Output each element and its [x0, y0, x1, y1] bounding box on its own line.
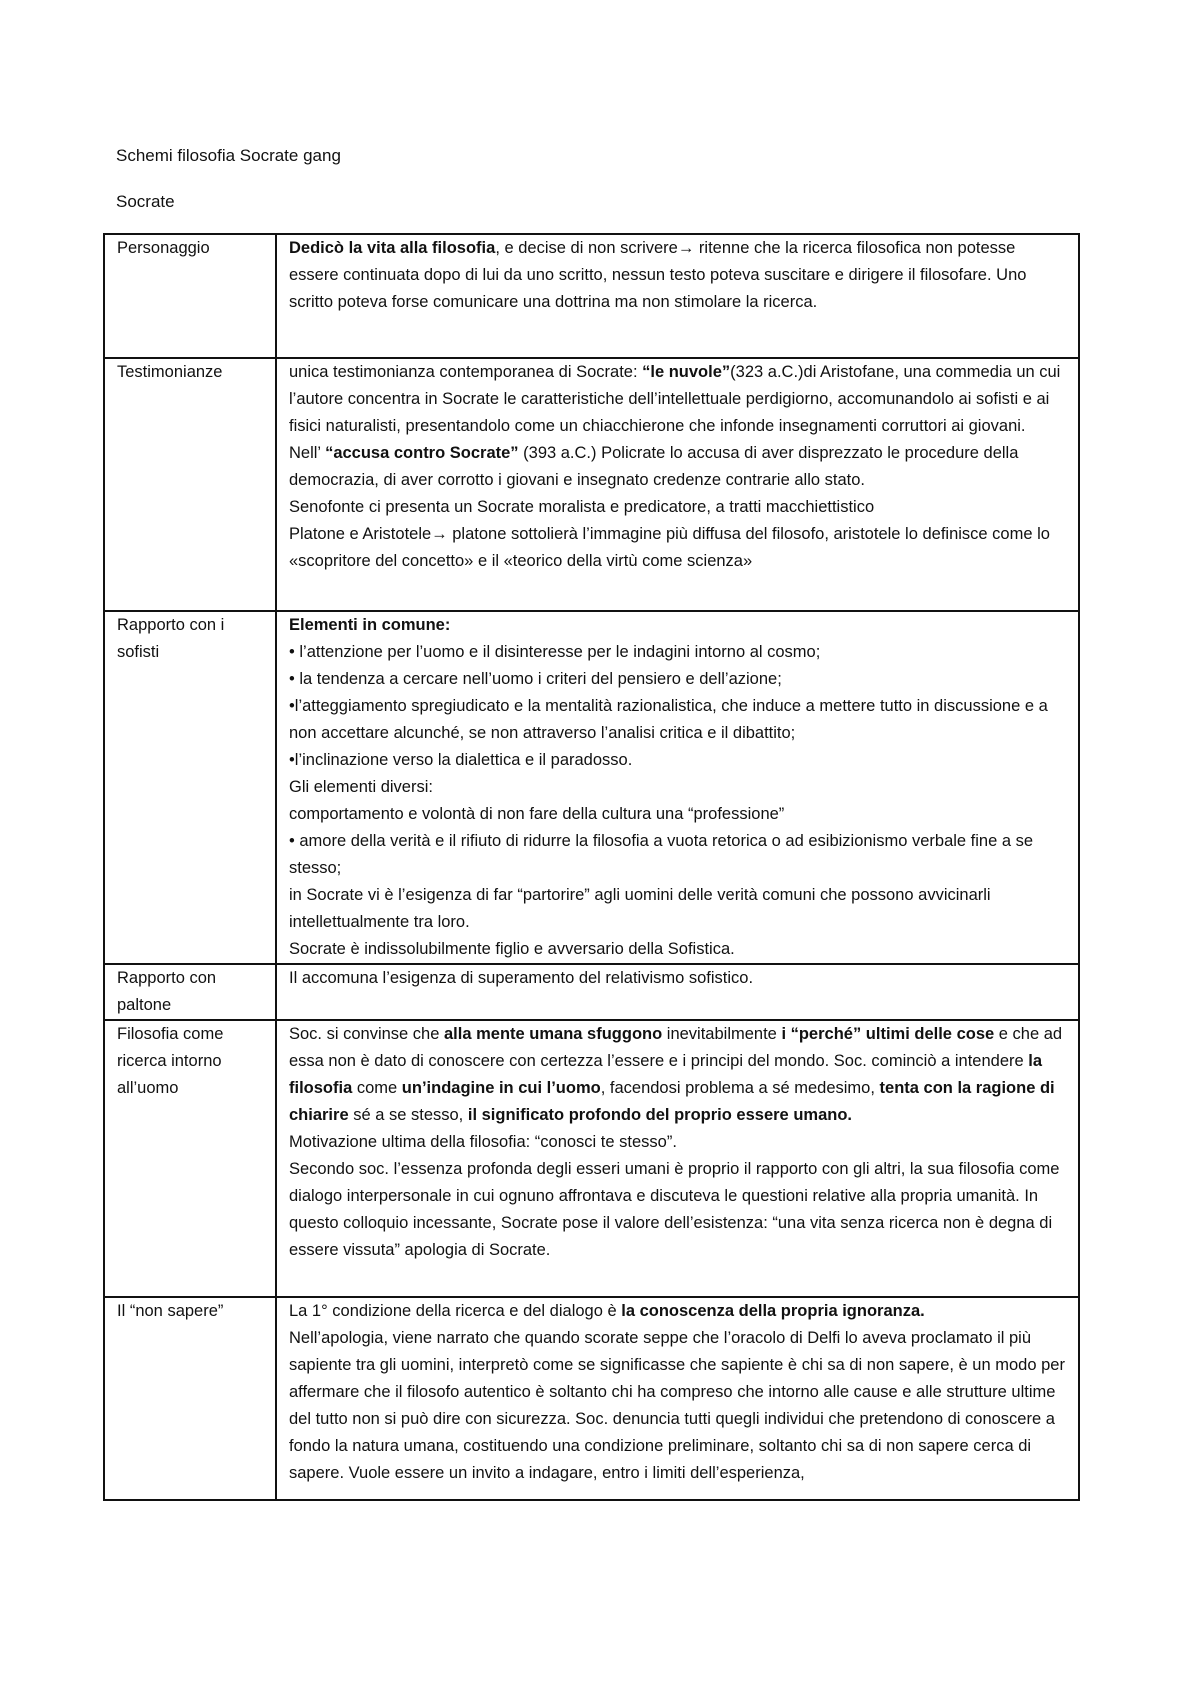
paragraph [289, 747, 1066, 774]
text-segment: Nell’apologia, viene narrato che quando scorate seppe che l’oracolo di Delfi lo aveva proclamato il più sapiente tra gli uomini, interpretò come se significasse che sapiente è chi sa di non sapere, è un modo per affermare che il filosofo autentico è soltanto chi ha compreso che intorno alle cause e alle strutture ultime del tutto non si può dire con sicurezza. Soc. denuncia tutti quegli individui che pretendono di conoscere a fondo la natura umana, costituendo una condizione preliminare, soltanto chi sa di non sapere cerca di sapere. Vuole essere un invito a indagare, entro i limiti dell’esperienza, [289, 1329, 1065, 1482]
bold-text: un’indagine in cui l’uomo [401, 1079, 601, 1097]
text-segment: •l’atteggiamento spregiudicato e la mentalità razionalistica, che induce a mettere tutto in discussione e a non accettare alcunché, se non attraverso l’analisi critica e il dibattito; [289, 697, 1048, 742]
table-row [104, 1020, 1079, 1297]
document-title: Schemi filosofia Socrate gang [116, 146, 341, 165]
paragraph [289, 828, 1066, 882]
paragraph [289, 936, 1066, 963]
text-segment: Nell’ [289, 444, 326, 462]
text-segment: Motivazione ultima della filosofia: “conosci te stesso”. [289, 1133, 677, 1151]
text-segment: Il accomuna l’esigenza di superamento del relativismo sofistico. [289, 969, 754, 987]
paragraph [289, 1129, 1066, 1156]
paragraph [289, 774, 1066, 801]
text-segment: comportamento e volontà di non fare della cultura una “professione” [289, 805, 785, 823]
bold-text: tenta con la ragione di chiarire [289, 1079, 1055, 1124]
text-segment: e che ad essa non è dato di conoscere con certezza l’essere e i principi del mondo. Soc. cominciò a intendere [289, 1025, 1063, 1070]
paragraph [289, 693, 1066, 747]
bold-text: la filosofia [289, 1052, 1043, 1097]
paragraph [289, 801, 1066, 828]
text-segment: • l’attenzione per l’uomo e il disinteresse per le indagini intorno al cosmo; [289, 643, 821, 661]
paragraph [289, 639, 1066, 666]
bold-text: la conoscenza della propria ignoranza. [621, 1302, 925, 1320]
paragraph [289, 494, 1066, 521]
bold-text: il significato profondo del proprio essere umano. [467, 1106, 852, 1124]
row-content [276, 611, 1079, 964]
text-segment: • la tendenza a cercare nell’uomo i criteri del pensiero e dell’azione; [289, 670, 782, 688]
text-segment: Secondo soc. l’essenza profonda degli esseri umani è proprio il rapporto con gli altri, la sua filosofia come dialogo interpersonale in cui ognuno affrontava e discuteva le questioni relative alla propria umanità. In questo colloquio incessante, Socrate pose il valore dell’esistenza: “una vita senza ricerca non è degna di essere vissuta” apologia di Socrate. [289, 1160, 1060, 1259]
table-row [104, 358, 1079, 611]
bold-text: i “perché” ultimi delle cose [781, 1025, 995, 1043]
paragraph [289, 1156, 1066, 1264]
notes-table-body [104, 234, 1079, 1500]
row-label: Personaggio [104, 234, 276, 358]
row-label: Rapporto con i sofisti [104, 611, 276, 964]
row-content [276, 358, 1079, 611]
bold-text: Dedicò la vita alla filosofia [289, 239, 496, 257]
text-segment: Platone e Aristotele→ platone sottolierà l’immagine più diffusa del filosofo, aristotele lo definisce come lo «scopritore del concetto» e il «teorico della virtù come scienza» [289, 525, 1050, 570]
row-content [276, 964, 1079, 1020]
text-segment: sé a se stesso, [348, 1106, 468, 1124]
text-segment: (393 a.C.) Policrate lo accusa di aver disprezzato le procedure della democrazia, di aver corrotto i giovani e insegnato credenze contrarie allo stato. [289, 444, 1019, 489]
paragraph [289, 612, 1066, 639]
row-content [276, 1297, 1079, 1500]
table-row [104, 964, 1079, 1020]
row-label: Il “non sapere” [104, 1297, 276, 1500]
text-segment: , e decise di non scrivere→ ritenne che la ricerca filosofica non potesse essere continuata dopo di lui da uno scritto, nessun testo poteva suscitare e dirigere il filosofare. Uno scritto poteva forse comunicare una dottrina ma non stimolare la ricerca. [289, 239, 1027, 311]
text-segment: Gli elementi diversi: [289, 778, 433, 796]
paragraph [289, 965, 1066, 992]
text-segment: La 1° condizione della ricerca e del dialogo è [289, 1302, 622, 1320]
text-segment: in Socrate vi è l’esigenza di far “partorire” agli uomini delle verità comuni che possono avvicinarli intellettualmente tra loro. [289, 886, 991, 931]
bold-text: alla mente umana sfuggono [444, 1025, 663, 1043]
row-label: Testimonianze [104, 358, 276, 611]
paragraph [289, 521, 1066, 575]
bold-text: Elementi in comune: [289, 616, 451, 634]
table-row [104, 1297, 1079, 1500]
paragraph [289, 1325, 1066, 1487]
bold-text: “accusa contro Socrate” [325, 444, 519, 462]
paragraph [289, 1021, 1066, 1129]
paragraph [289, 235, 1066, 316]
text-segment: Senofonte ci presenta un Socrate moralista e predicatore, a tratti macchiettistico [289, 498, 875, 516]
row-label: Filosofia come ricerca intorno all’uomo [104, 1020, 276, 1297]
paragraph [289, 1298, 1066, 1325]
text-segment: (323 a.C.) [730, 363, 804, 381]
text-segment: unica testimonianza contemporanea di Socrate: [289, 363, 643, 381]
row-content [276, 1020, 1079, 1297]
text-segment: inevitabilmente [662, 1025, 782, 1043]
paragraph [289, 359, 1066, 440]
row-label: Rapporto con paltone [104, 964, 276, 1020]
text-segment: , facendosi problema a sé medesimo, [600, 1079, 880, 1097]
text-segment: Soc. si convinse che [289, 1025, 444, 1043]
text-segment: come [352, 1079, 402, 1097]
table-row [104, 611, 1079, 964]
notes-table [103, 233, 1080, 1501]
row-content [276, 234, 1079, 358]
bold-text: “le nuvole” [642, 363, 731, 381]
table-row [104, 234, 1079, 358]
text-segment: •l’inclinazione verso la dialettica e il paradosso. [289, 751, 633, 769]
text-segment: di Aristofane, una commedia un cui l’autore concentra in Socrate le caratteristiche dell’intellettuale perdigiorno, accomunandolo ai sofisti e ai fisici naturalisti, presentandolo come un chiacchierone che infonde insegnamenti corruttori ai giovani. [289, 363, 1061, 435]
text-segment: • amore della verità e il rifiuto di ridurre la filosofia a vuota retorica o ad esibizionismo verbale fine a se stesso; [289, 832, 1034, 877]
document-subtitle: Socrate [116, 192, 175, 211]
paragraph [289, 666, 1066, 693]
paragraph [289, 440, 1066, 494]
paragraph [289, 882, 1066, 936]
text-segment: Socrate è indissolubilmente figlio e avversario della Sofistica. [289, 940, 735, 958]
